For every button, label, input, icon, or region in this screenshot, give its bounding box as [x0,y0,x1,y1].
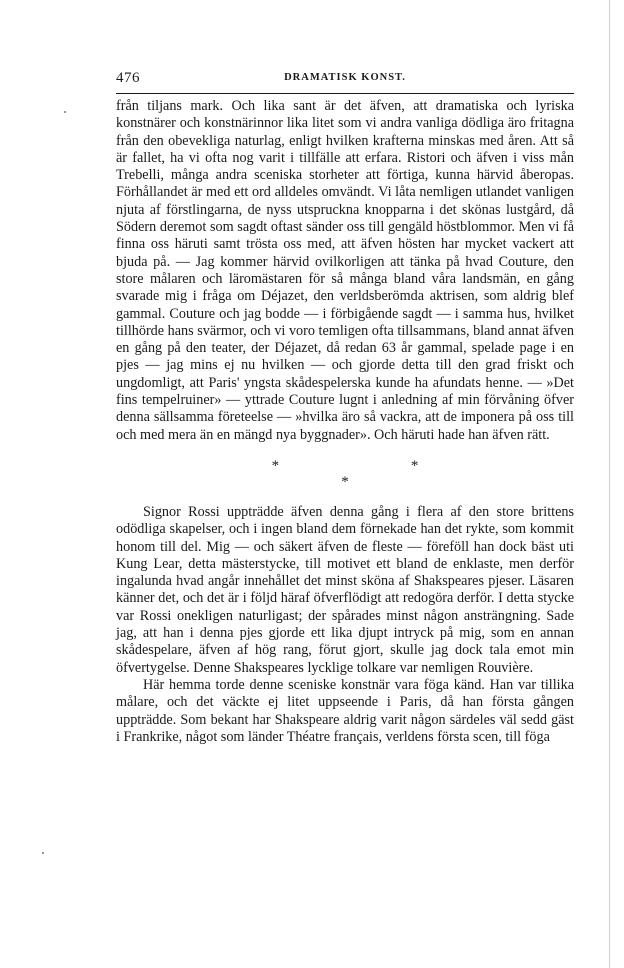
page-edge [609,0,610,968]
running-title: DRAMATISK KONST. [284,72,406,83]
paper-speck [64,111,66,113]
paragraph-1: från tiljans mark. Och lika sant är det äfven, att dramatiska och lyriska konstnärer och konstnärinnor lika litet som vi andra vanliga dödliga äro fritagna från den obevekliga naturlag, enligt hvilken krafterna minskas med åren. Att så är fallet, ha vi ofta nog varit i tillfälle att erfara. Ristori och äfven i viss mån Trebelli, många andra sceniska storheter att förtiga, kunna härvid åberopas. Förhållandet är med ett ord alldeles omvändt. Vi låta nemligen utlandet vanligen njuta af förstlingarna, de nyss utspruckna knopparna i det skönas lustgård, då Södern deremot som sagdt oftast sänder oss till gengäld höstblommor. Men vi få finna oss häruti samt trösta oss med, att äfven hösten har mycket vackert att bjuda på. — Jag kommer härvid ovilkorligen att tänka på hvad Couture, den store målaren och läromästaren för så många bland våra landsmän, en gång svarade mig i fråga om Déjazet, den verldsberömda aktrisen, som aldrig blef gammal. Couture och jag bodde — i förbigående sagdt — i samma hus, hvilket tillhörde hans svärmor, och vi voro temligen ofta tillsammans, bland annat äfven en gång på den teater, der Déjazet, då redan 63 år gammal, spelade page i en pjes — jag mins ej nu hvilken — och gjorde detta till den grad friskt och ungdomligt, att Paris' yngsta skådespelerska kunde ha afundats henne. — »Det fins tempelruiner» — yttrade Couture lugnt i anledning af min förvåning öfver denna sällsamma företeelse — »hvilka äro så vackra, att de imponera på oss till och med mera än en mängd nya byggnader». Och häruti hade han äfven rätt. [116,98,574,443]
paragraph-3: Här hemma torde denne sceniske konstnär vara föga känd. Han var tillika målare, och det väckte ej litet uppseende i Paris, då han första gången uppträdde. Som bekant har Shakspeare aldrig varit någon särdeles väl sedd gäst i Frankrike, något som länder Théatre français, verldens första scen, till föga [116,676,574,745]
section-ornament [116,444,574,504]
header-rule [116,93,574,94]
ornament-bottom-asterisk: * [341,473,349,490]
paragraph-2: Signor Rossi uppträdde äfven denna gång i flera af den store brittens odödliga skapelser, och i ingen bland dem förnekade han det rykte, som kommit honom till del. Mig — och säkert äfven de fleste — föreföll han dock bäst uti Kung Lear, detta mästerstycke, till motivet ett bland de enklaste, men derför ingalunda hvad angår innehållet det minst sköna af Shakspeares pjeser. Läsaren känner det, och det är i följd häraf öfverflödigt att redogöra derför. I detta stycke var Rossi onekligen naturligast; der spårades minst någon ansträngning. Sade jag, att han i denna pjes gjorde ett lika djupt intryck på mig, som en annan skådespelare, äfven af hög rang, förut gjort, skulle jag dock tala emot min öfvertygelse. Denne Shakspeares lycklige tolkare var nemligen Rouvière. [116,503,574,676]
page-header [116,70,574,88]
ornament-top-asterisks: * * [271,457,483,474]
body-text [116,98,574,746]
paper-speck [42,852,44,854]
page-number: 476 [116,70,140,86]
